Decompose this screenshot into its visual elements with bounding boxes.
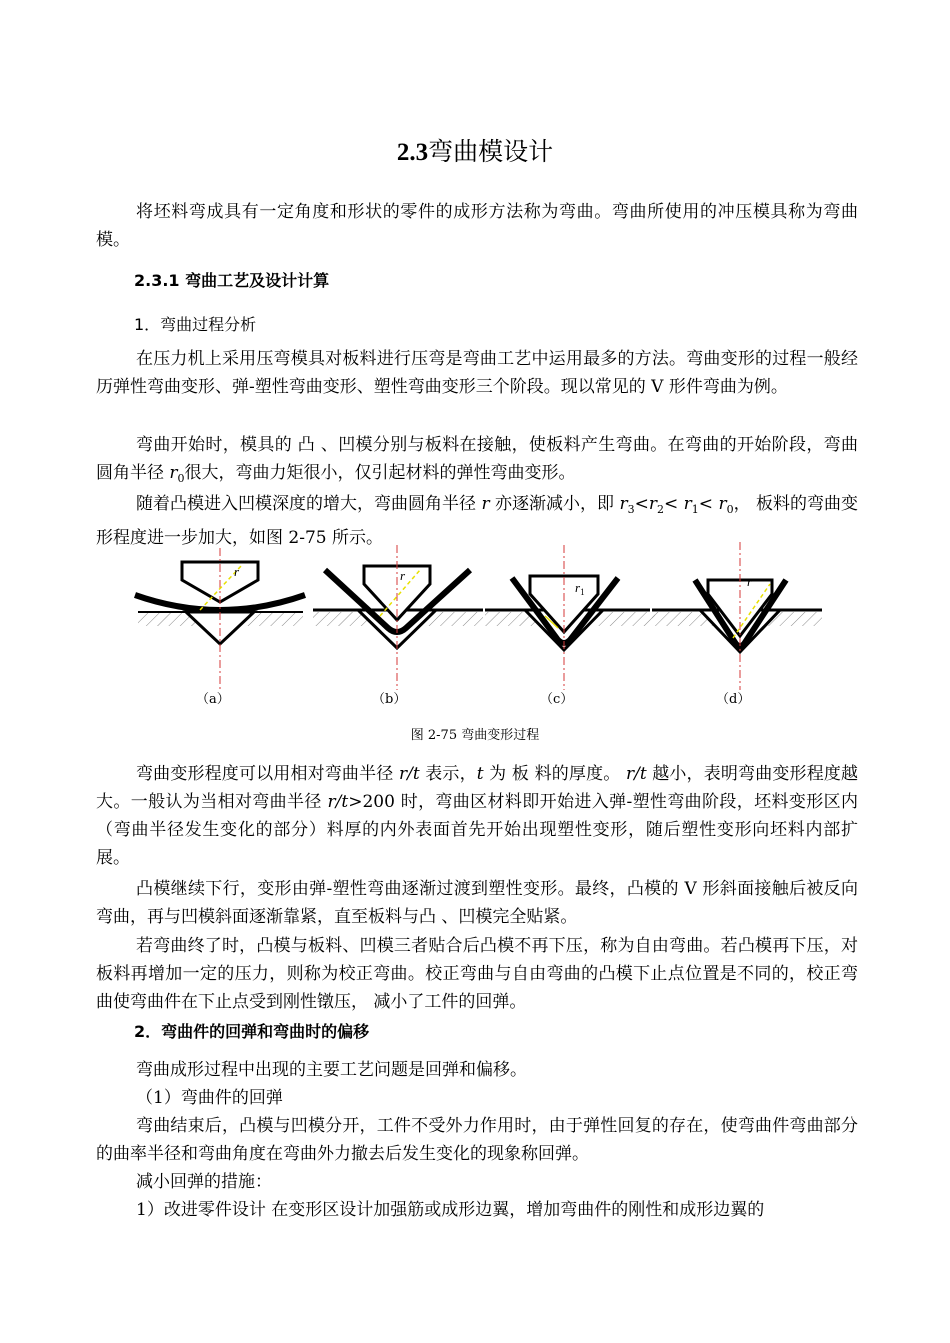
panel-label-d: （d） (716, 692, 751, 707)
radius-label-a: r (234, 564, 240, 579)
title-text: 弯曲模设计 (428, 137, 554, 166)
figure-panel-c (485, 545, 655, 690)
figure-caption: 图 2-75 弯曲变形过程 (410, 728, 540, 743)
radius-label-c: $r_1$ (575, 580, 585, 597)
paragraph-10: 减小回弹的措施： (136, 1172, 272, 1192)
paragraph-8: （1）弯曲件的回弹 (136, 1088, 283, 1108)
radius-label-b: r (400, 568, 406, 583)
page-title (0, 134, 950, 171)
bending-process-figure (130, 540, 830, 710)
section-heading: 2.3.1 弯曲工艺及设计计算 (134, 271, 330, 290)
subsection-heading-1: 1．弯曲过程分析 (134, 315, 257, 334)
paragraph-5: 凸模继续下行，变形由弹-塑性弯曲逐渐过渡到塑性变形。最终，凸模的 V 形斜面接触后被反向弯曲，再与凹模斜面逐渐靠紧，直至板料与凸 、凹模完全贴紧。 (96, 879, 858, 927)
figure-panel-b (313, 545, 483, 690)
panel-label-a: （a） (196, 692, 230, 707)
subsection-heading-2: 2．弯曲件的回弹和弯曲时的偏移 (134, 1022, 370, 1041)
paragraph-4: 弯曲变形程度可以用相对弯曲半径 r/t 表示，t 为 板 料的厚度。 r/t 越小，表明弯曲变形程度越大。一般认为当相对弯曲半径 r/t>200 时，弯曲区材料即开始进入弹-塑性弯曲阶段，坯料变形区内（弯曲半径发生变化的部分）料厚的内外表面首先开始出现塑性变形，随后塑性变形向坯料内部扩展。 (96, 764, 859, 868)
title-number: 2.3 (396, 139, 429, 166)
paragraph-2: 弯曲开始时，模具的 凸 、凹模分别与板料在接触，使板料产生弯曲。在弯曲的开始阶段，弯曲圆角半径 $r_0$很大，弯曲力矩很小，仅引起材料的弹性弯曲变形。 (96, 435, 858, 485)
intro-paragraph: 将坯料弯成具有一定角度和形状的零件的成形方法称为弯曲。弯曲所使用的冲压模具称为弯曲模。 (96, 202, 858, 250)
radius-label-d: r (747, 574, 753, 589)
paragraph-11: 1）改进零件设计 在变形区设计加强筋或成形边翼，增加弯曲件的刚性和成形边翼的 (136, 1200, 765, 1220)
paragraph-9: 弯曲结束后，凸模与凹模分开，工件不受外力作用时，由于弹性回复的存在，使弯曲件弯曲部分的曲率半径和弯曲角度在弯曲外力撤去后发生变化的现象称回弹。 (96, 1116, 858, 1164)
panel-label-c: （c） (540, 692, 574, 707)
paragraph-6: 若弯曲终了时，凸模与板料、凹模三者贴合后凸模不再下压，称为自由弯曲。若凸模再下压，对板料再增加一定的压力，则称为校正弯曲。校正弯曲与自由弯曲的凸模下止点位置是不同的，校正弯曲使弯曲件在下止点受到刚性镦压， 减小了工件的回弹。 (96, 936, 858, 1012)
paragraph-7: 弯曲成形过程中出现的主要工艺问题是回弹和偏移。 (136, 1060, 527, 1080)
paragraph-1: 在压力机上采用压弯模具对板料进行压弯是弯曲工艺中运用最多的方法。弯曲变形的过程一般经历弹性弯曲变形、弹-塑性弯曲变形、塑性弯曲变形三个阶段。现以常见的 V 形件弯曲为例。 (96, 349, 858, 397)
panel-label-b: （b） (372, 692, 407, 707)
figure-panel-a (135, 548, 305, 690)
figure-panel-d (652, 542, 822, 690)
paragraph-3: 随着凸模进入凹模深度的增大，弯曲圆角半径 r 亦逐渐减小，即 $r_3<r_2< r_1< r_0$， 板料的弯曲变形程度进一步加大，如图 2-75 所示。 (96, 494, 859, 548)
